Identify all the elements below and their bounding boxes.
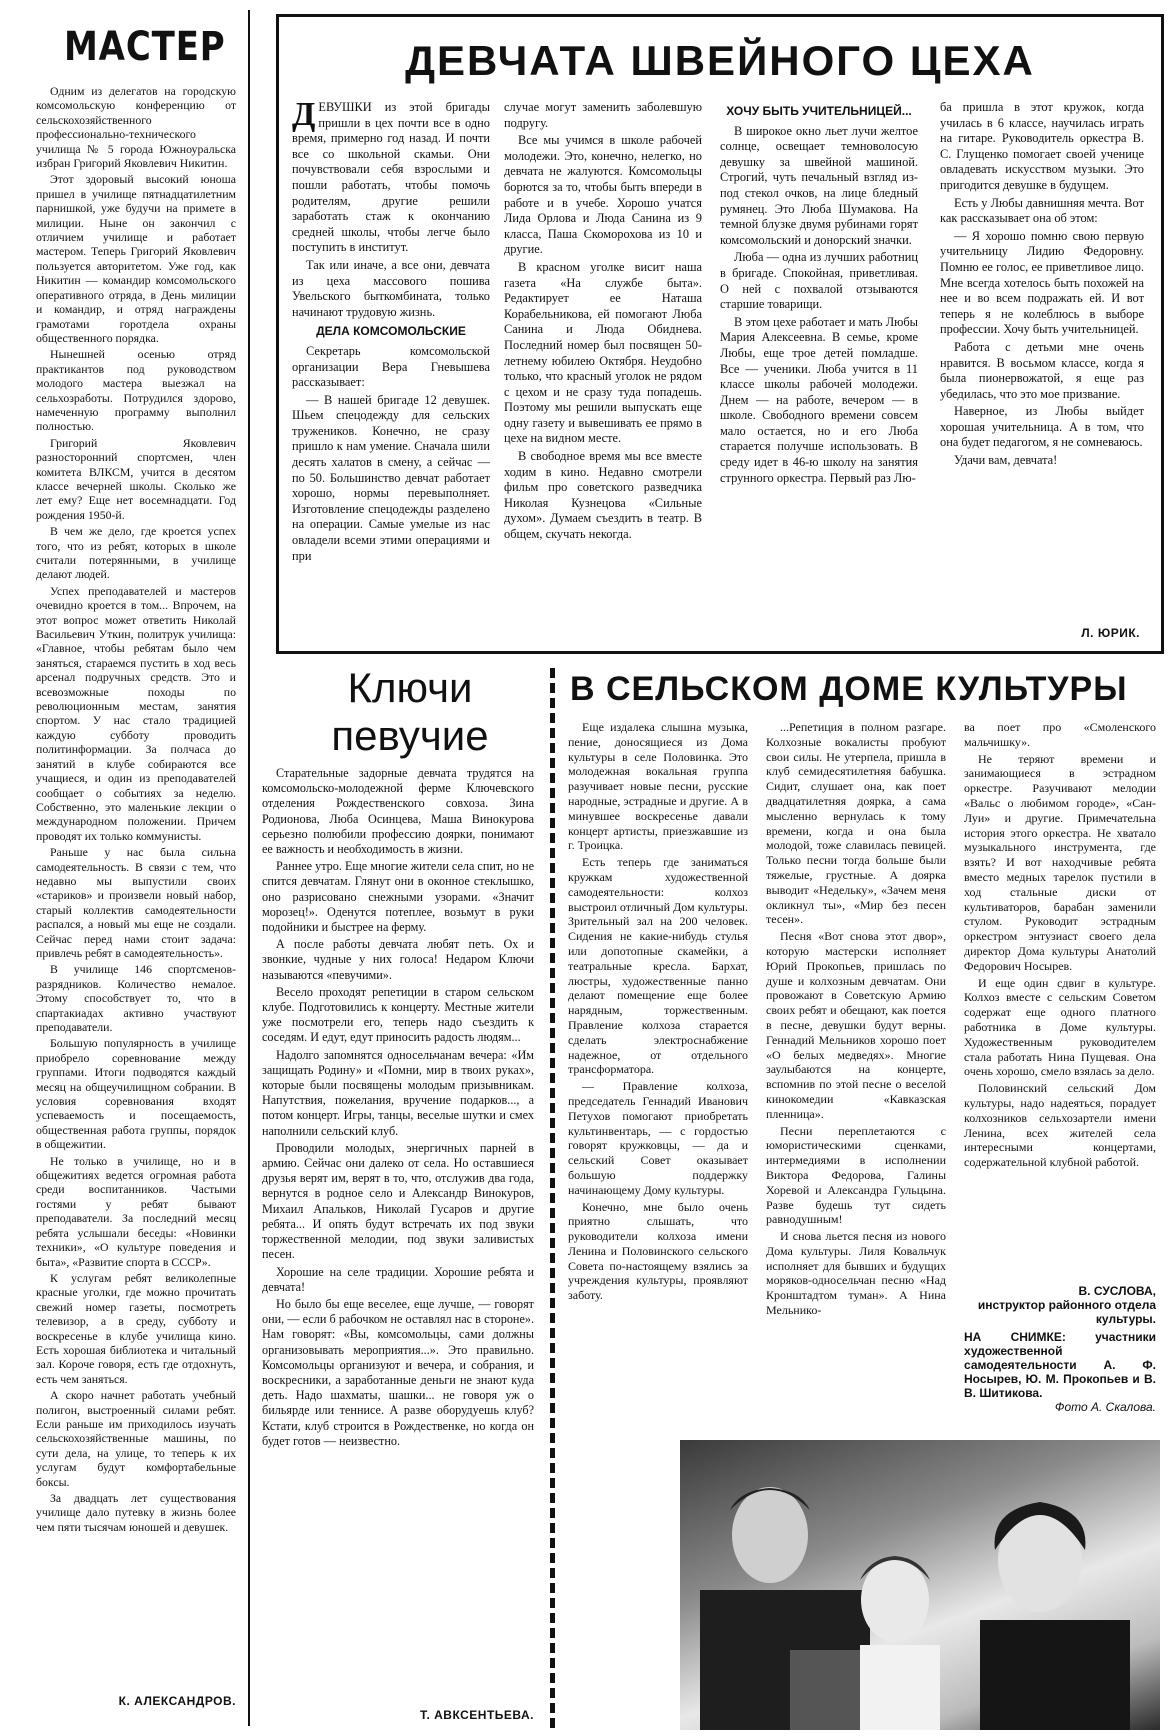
dom-col-3 — [964, 720, 1156, 1280]
dom-paragraph: Конечно, мне было очень приятно слышать, что руководители колхоза имени Ленина и Половинского сельского Совета по-настоящему взялись за учреждения культуры, проявляют заботу. — [568, 1199, 748, 1303]
photo-figures — [680, 1440, 1160, 1730]
dom-paragraph: Песня «Вот снова этот двор», которую мастерски исполняет Юрий Прокопьев, пришлась по душе и колхозным девчатам. Они провожают в Советскую Армию своих ребят и обещают, как поется в песне, девушки будут верны. Геннадий Мельников хорошо поет «О белых медведях». Многие заулыбаются на концерте, вспомнив по этой песне о веселой кинокомедии «Кавказская пленница». — [766, 929, 946, 1121]
master-article — [36, 84, 236, 1689]
devchata-subheading: ДЕЛА КОМСОМОЛЬСКИЕ — [316, 324, 466, 339]
dom-paragraph: ...Репетиция в полном разгаре. Колхозные вокалисты пробуют свои силы. Не утерпела, пришла в клуб семидесятилетняя бабушка. Сидит, слушает она, как поет двадцатилетняя доярка, а сама мысленно вернулась к тому времени, когда и она была молодой, тоже славилась певицей. Только песни тогда больше были тяжелые, грустные. А доярка выводит «Недельку», «Зачем меня окликнул ты», «Мир без песен тесен». — [766, 720, 946, 927]
devchata-signature: Л. ЮРИК. — [1081, 626, 1140, 640]
klyuchi-paragraph: Хорошие на селе традиции. Хорошие ребята и девчата! — [262, 1264, 534, 1294]
devchata-paragraph: В красном уголке висит наша газета «На службе быта». Редактирует ее Наташа Корабельникова, ей помогают Люба Санина и Люда Обиднева. Последний номер был посвящен 50-летнему юбилею Октября. Неудобно только, что красный уголок не рядом с цехом и не сразу туда попадешь. Поэтому мы решили выпускать еще одну газету и вывешивать ее прямо в цехе на видном месте. — [504, 259, 702, 446]
devchata-paragraph: Наверное, из Любы выйдет хорошая учительница. А в том, что она будет педагогом, я не сомневаюсь. — [940, 404, 1144, 450]
klyuchi-paragraph: А после работы девчата любят петь. Ох и звонкие, чудные у них голоса! Недаром Ключи называются «певучими». — [262, 937, 534, 982]
devchata-paragraph: Люба — одна из лучших работниц в бригаде. Спокойная, приветливая. О ней с похвалой отзываются старшие товарищи. — [720, 250, 918, 312]
klyuchi-article — [262, 766, 534, 1706]
devchata-paragraph: Работа с детьми мне очень нравится. В восьмом классе, когда я была пионервожатой, я еще раз убедилась, что это мое призвание. — [940, 339, 1144, 401]
dom-paragraph: И снова льется песня из нового Дома культуры. Лиля Ковальчук исполняет для бывших и будущих моряков-односельчан песню «Над Кронштадтом туман». А Нина Мельнико- — [766, 1229, 946, 1318]
devchata-paragraph: Удачи вам, девчата! — [954, 453, 1058, 468]
master-paragraph: Одним из делегатов на городскую комсомольскую конференцию от сельскохозяйственного профессионально-технического училища № 5 города Южноуральска избран Григорий Яковлевич Никитин. — [36, 84, 236, 171]
dom-signature-block — [964, 1284, 1156, 1414]
master-signature: К. АЛЕКСАНДРОВ. — [118, 1694, 236, 1708]
devchata-paragraph: В широкое окно льет лучи желтое солнце, освещает темноволосую девушку за швейной машиной. Строгий, чуть печальный взгляд из-под стекол очков, на лице бледный румянец. Это Люба Шумакова. На темной блузке двумя рубинами горят комсомольский и донорский значки. — [720, 123, 918, 247]
master-paragraph: Большую популярность в училище приобрело соревнование между группами. Итоги подводятся каждый месяц на общеучилищном собрании. В условия соревнования входят успеваемость и посещаемость, общественная работа группы, порядок в общежитии. — [36, 1036, 236, 1152]
master-paragraph: Успех преподавателей и мастеров очевидно кроется в том... Впрочем, на этот вопрос может ответить Николай Васильевич Уткин, политрук училища: «Главное, чтобы ребятам было чем заняться, стараемся пустить в ход весь арсенал подручных средств. Это и всевозможные походы по революционным местам, занятия спортом. У нас стало традицией каждую субботу проводить политинформации. За полчаса до занятий в клубе собираются все учащиеся, и один из преподавателей сообщает о событиях за неделю. Собственно, это маленькие лекции о международном положении. Причем проводят их только коммунисты. — [36, 583, 236, 843]
devchata-col-3 — [720, 100, 918, 645]
devchata-paragraph: случае могут заменить заболевшую подругу. — [504, 100, 702, 130]
dom-paragraph: Песни переплетаются с юмористическими сценками, интермедиями в исполнении Виктора Федорова, Галины Хоревой и Александра Гульцына. Разве будешь тут сидеть равнодушным! — [766, 1123, 946, 1227]
dom-paragraph: Еще издалека слышна музыка, пение, доносящиеся из Дома культуры в селе Половинка. Это молодежная вокальная группа разучивает новые песни, русские народные, эстрадные и другие. А в минувшее воскресенье давали концерт артисты, приезжавшие из г. Троицка. — [568, 720, 748, 853]
dashed-divider — [550, 668, 555, 1728]
devchata-paragraph: — Я хорошо помню свою первую учительницу Лидию Федоровну. Помню ее голос, ее приветливое лицо. Мне всегда хотелось быть похожей на нее и во всем подражать ей. И вот теперь я не колеблюсь в выборе профессии. Хочу быть учительницей. — [940, 228, 1144, 337]
master-paragraph: К услугам ребят великолепные красные уголки, где можно прочитать свежий номер газеты, посмотреть телевизор, а в среду, субботу и воскресенье в клубе училища кино. Есть хорошая библиотека и читальный зал. Короче говоря, есть где отдохнуть, есть чем заняться. — [36, 1270, 236, 1386]
dom-title: В СЕЛЬСКОМ ДОМЕ КУЛЬТУРЫ — [570, 670, 1128, 708]
master-paragraph: Раньше у нас была сильна самодеятельность. В связи с тем, что недавно мы выпустили своих «стариков» и произвели новый набор, старый коллектив самодеятельности распался, а новый мы еще не создали. Сейчас перед нами стоит задача: привлечь ребят в самодеятельность». — [36, 845, 236, 960]
photo-caption: НА СНИМКЕ: участники художественной самодеятельности А. Ф. Носырев, Ю. М. Прокопьев и В. В. Шитикова. — [964, 1330, 1156, 1400]
dom-paragraph: Есть теперь где заниматься кружкам художественной самодеятельности: колхоз выстроил отличный Дом культуры. Зрительный зал на 200 человек. Сидения не какие-нибудь стулья или допотопные скамейки, а театральные кресла. Бархат, люстры, художественные панно делают помещение еще более нарядным, торжественным. Правление колхоза старается сделать электроснабжение надежное, от отдельного трансформатора. — [568, 855, 748, 1077]
dom-col-2 — [766, 720, 946, 1432]
master-paragraph: Не только в училище, но и в общежитиях ведется огромная работа среди воспитанников. Частыми гостями у ребят бывают преподаватели. За последний месяц ребята услышали беседы: «Новинки техники», «О культуре поведения и быта», «Развитие спорта в СССР». — [36, 1153, 236, 1269]
photo-credit: Фото А. Скалова. — [1054, 1400, 1156, 1414]
devchata-paragraph: ба пришла в этот кружок, когда училась в 6 классе, научилась играть на гитаре. Руководитель оркестра В. С. Глущенко помогает своей ученице овладевать искусством музыки. Это пригодится девушке в будущем. — [940, 100, 1144, 192]
master-paragraph: А скоро начнет работать учебный полигон, выстроенный силами ребят. Если раньше им приходилось изучать сельскохозяйственные машины, по сути дела, на улице, то теперь к их услугам будут комфортабельные боксы. — [36, 1388, 236, 1489]
dom-paragraph: Не теряют времени и занимающиеся в эстрадном оркестре. Разучивают мелодии «Вальс о любимом городе», «Сан-Луи» и другие. Примечательна история этого оркестра. Не хватало музыкального инструмента, где взять? И вот находчивые ребята вместо медных тарелок пустили в ход стальные диски от культиваторов, барабан заменили стулом. Руководит эстрадным оркестром энтузиаст своего дела директор Дома культуры Анатолий Федорович Носырев. — [964, 751, 1156, 973]
devchata-paragraph: Все мы учимся в школе рабочей молодежи. Это, конечно, нелегко, но девчата не жалуются. Комсомольцы борются за то, чтобы быть впереди в работе и в учебе. Хорошо учатся Лида Орлова и Люда Санина из 9 класса, Паша Скоморохова из 10 и другие. — [504, 133, 702, 257]
photo-performers — [680, 1440, 1160, 1730]
column-divider — [248, 10, 250, 1726]
devchata-col-4 — [940, 100, 1144, 618]
master-paragraph: В училище 146 спортсменов-разрядников. Количество немалое. Этому способствует то, что в спартакиадах активно участвуют преподаватели. — [36, 962, 236, 1034]
devchata-col-2 — [504, 100, 702, 645]
dom-paragraph: И еще один сдвиг в культуре. Колхоз вместе с сельским Советом содержат еще одного платного работника в Доме культуры. Художественным руководителем стала работать Нина Пущевая. Она очень хорошо, смело взялась за дело. — [964, 975, 1156, 1079]
klyuchi-paragraph: Надолго запомнятся односельчанам вечера: «Им защищать Родину» и «Помни, мир в твоих руках», которые были посвящены молодым призывникам. Напутствия, пожелания, вручение подарков..., а потом концерт. Игры, танцы, веселые шутки и смех наполнили сельский клуб. — [262, 1047, 534, 1138]
master-paragraph: Этот здоровый высокий юноша пришел в училище пятнадцатилетним парнишкой, уже будучи на примете в милиции. Ныне он закончил с отличием училище и работает мастером. Теперь Григорий Яковлевич пользуется авторитетом. Уже год, как Никитин — командир комсомольского оперативного отряда, в День милиции и командир, и отряд награждены грамотами горотдела охраны общественного порядка. — [36, 172, 236, 345]
klyuchi-paragraph: Раннее утро. Еще многие жители села спит, но не спится девчатам. Глянут они в оконное стеклышко, оно разрисовано снежными узорами. «Значит морозец!». Оденутся потеплее, возьмут в руки подойники и быстрее на ферму. — [262, 859, 534, 935]
devchata-title: ДЕВЧАТА ШВЕЙНОГО ЦЕХА — [405, 37, 1035, 84]
klyuchi-paragraph: Но было бы еще веселее, еще лучше, — говорят они, — если б рабочком не оставлял нас в стороне». Нам говорят: «Вы, комсомольцы, сами должны организовывать мероприятия...». Это правильно. Комсомольцы организуют и вечера, и собрания, и воскресники, а заработанные деньги не знают куда деть. Надо шахматы, шашки... не говоря уж о бильярде или теннисе. А разве оборудуешь клуб? Кстати, клуб строится в Рождественке, но когда он будет готов — неизвестно. — [262, 1296, 534, 1448]
dom-paragraph: ва поет про «Смоленского мальчишку». — [964, 720, 1156, 749]
klyuchi-signature: Т. АВКСЕНТЬЕВА. — [419, 1708, 534, 1722]
dom-col-1 — [568, 720, 748, 1432]
dom-paragraph: Половинский сельский Дом культуры, надо надеяться, порадует колхозников сельхозартели имени Ленина, всех жителей села интересными концертами, содержательной клубной работой. — [964, 1081, 1156, 1170]
master-paragraph: В чем же дело, где кроется успех того, что из ребят, которых в школе считали потерянными, в училище делают людей. — [36, 524, 236, 582]
dom-paragraph: — Правление колхоза, председатель Геннадий Иванович Петухов помогают приобретать культинвентарь, — с гордостью говорят кружковцы, — да и сельский Совет оказывает большую поддержку начинающему Дому культуры. — [568, 1079, 748, 1197]
devchata-paragraph: — В нашей бригаде 12 девушек. Шьем спецодежду для сельских тружеников. Конечно, не сразу пришло к нам умение. Сначала шили десять халатов в смену, а сейчас — по 50. Большинство девчат работает хорошо, нормы перевыполняет. Изготовление спецодежды разделено на операции. Самые умелые из нас овладели всеми этими операциями и при — [292, 392, 490, 563]
klyuchi-title — [300, 664, 520, 760]
devchata-paragraph: Есть у Любы давнишняя мечта. Вот как рассказывает она об этом: — [940, 195, 1144, 226]
devchata-paragraph: Секретарь комсомольской организации Вера Гневышева рассказывает: — [292, 343, 490, 390]
klyuchi-paragraph: Проводили молодых, энергичных парней в армию. Сейчас они далеко от села. Но оставшиеся друзья верят им, верят в то, что, отслужив два года, вернутся в родное село и Александр Винокуров, Михаил Апальков, Николай Гусаров и другие ребята... И опять будут встречать их под звуки торжественной мелодии, под звуки заливистых песен. — [262, 1140, 534, 1262]
klyuchi-title-line: певучие — [331, 712, 489, 759]
devchata-paragraph: В свободное время мы все вместе ходим в кино. Недавно смотрели фильм про советского разведчика Николая Кузнецова «Сильные духом». Думаем съездить в театр. В общем, скучать некогда. — [504, 449, 702, 542]
dropcap: Д — [292, 100, 316, 133]
klyuchi-paragraph: Весело проходят репетиции в старом сельском клубе. Подготовились к концерту. Местные жители уже посмотрели его, теперь надо съездить к соседям. И едут, едут приносить радость людям... — [262, 984, 534, 1045]
klyuchi-title-line: Ключи — [347, 664, 473, 711]
klyuchi-paragraph: Старательные задорные девчата трудятся на комсомольско-молодежной ферме Ключевского отделения Рождественского совхоза. Зина Родионова, Люба Осинцева, Маша Винокурова серьезно полюбили профессию доярки, понимают ее важность и необходимость в жизни. — [262, 766, 534, 857]
devchata-col-1 — [292, 100, 490, 645]
devchata-subheading: ХОЧУ БЫТЬ УЧИТЕЛЬНИЦЕЙ... — [726, 104, 912, 118]
master-title: МАСТЕР — [64, 24, 226, 70]
devchata-paragraph: ДЕВУШКИ из этой бригады пришли в цех почти все в одно время, примерно год назад. И почти все со школьной скамьи. Они почувствовали себя взрослыми и пошли работать, чтобы помочь родителям, другие решили заработать стаж к окончанию средней школы, чтобы легче было поступить в институт. — [292, 100, 490, 255]
devchata-paragraph: Так или иначе, а все они, девчата из цеха массового пошива Увельского быткомбината, только начинают трудовую жизнь. — [292, 257, 490, 319]
dom-signature-role: инструктор районного отдела культуры. — [977, 1298, 1156, 1326]
master-paragraph: Григорий Яковлевич разносторонний спортсмен, член комитета ВЛКСМ, учится в десятом классе вечерней школы. Сколько же лет ему? Еще нет восемнадцати. Год рождения 1950-й. — [36, 435, 236, 522]
master-paragraph: Нынешней осенью отряд практикантов под руководством молодого мастера выезжал на сельхозработы. Потрудился здорово, намеченную программу выполнил полностью. — [36, 347, 236, 434]
devchata-paragraph: В этом цехе работает и мать Любы Мария Алексеевна. В семье, кроме Любы, еще трое детей помладше. Все — ученики. Люба учится в 11 классе школы рабочей молодежи. Днем — на работе, вечером — в школе. Свободного времени совсем мало остается, но и его Люба старается получше использовать. В среду идет в 46-ю школу на занятия струнного оркестра. Первый раз Лю- — [720, 314, 918, 485]
dom-signature: В. СУСЛОВА, — [1078, 1284, 1156, 1298]
master-paragraph: За двадцать лет существования училище дало путевку в жизнь более чем пяти тысячам юношей и девушек. — [36, 1491, 236, 1534]
